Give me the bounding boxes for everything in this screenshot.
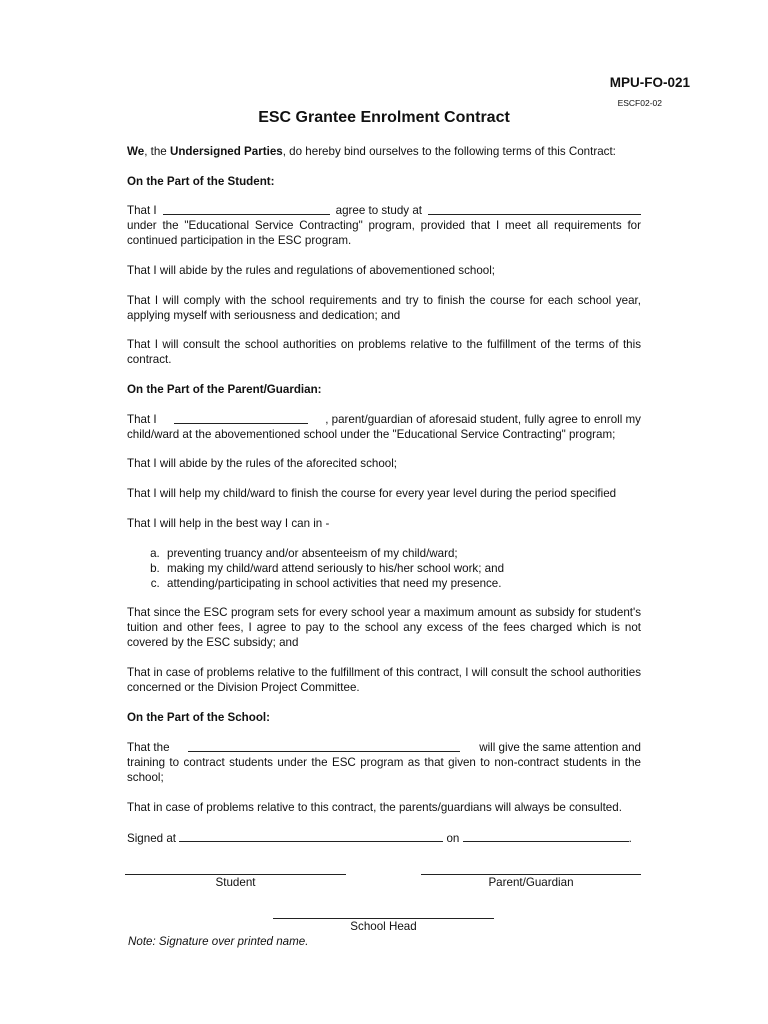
student-clause-3: That I will comply with the school requirements and try to finish the course for each school year, applying myself with seriousness and dedication; and: [127, 294, 641, 322]
parent-clause-5: That since the ESC program sets for every school year a maximum amount as subsidy for student's tuition and other fees, I agree to pay to the school any excess of the fees charged which is not covered by the ESC subsidy; and: [127, 606, 641, 649]
school-that-the: That the: [127, 741, 170, 754]
school-clause-1-line: [127, 740, 641, 755]
student-clause-4: That I will consult the school authorities on problems relative to the fulfillment of the terms of this contract.: [127, 338, 641, 366]
student-clause-2: That I will abide by the rules and regulations of abovementioned school;: [127, 264, 496, 277]
signed-date-blank[interactable]: [463, 830, 629, 842]
student-agree-text: agree to study at: [335, 204, 422, 217]
school-clause-1: [127, 740, 641, 785]
signed-period: .: [628, 832, 632, 845]
school-heading: On the Part of the School:: [127, 711, 270, 724]
school-name-blank[interactable]: [428, 203, 641, 215]
student-name-blank[interactable]: [163, 203, 330, 215]
intro-comma: , the: [144, 145, 170, 158]
parent-name-blank[interactable]: [174, 412, 308, 424]
school-clause-2: That in case of problems relative to this contract, the parents/guardians will always be consulted.: [127, 801, 622, 814]
parent-that-i: That I: [127, 413, 157, 426]
parent-heading: On the Part of the Parent/Guardian:: [127, 383, 322, 396]
parent-clause-1-b: child/ward at the abovementioned school under the "Educational Service Contracting" program;: [127, 428, 616, 441]
list-item: b. making my child/ward attend seriously to his/her school work; and: [163, 561, 677, 576]
intro-rest: , do hereby bind ourselves to the following terms of this Contract:: [282, 145, 616, 158]
list-item: a. preventing truancy and/or absenteeism of my child/ward;: [163, 546, 677, 561]
signed-at-line: [127, 830, 641, 846]
form-subcode: ESCF02-02: [617, 98, 662, 108]
parent-clause-3: That I will help my child/ward to finish the course for every year level during the period specified: [127, 487, 617, 500]
intro-paragraph: [127, 144, 641, 159]
signed-on-label: on: [446, 832, 460, 845]
student-that-i: That I: [127, 204, 157, 217]
parent-clause-2: That I will abide by the rules of the aforecited school;: [127, 457, 398, 470]
parent-clause-1: [127, 412, 641, 442]
intro-we: We: [127, 145, 145, 158]
student-clause-1-rest: under the "Educational Service Contracting" program, provided that I meet all requirements for continued participation in the ESC program.: [127, 219, 641, 247]
signature-note: Note: Signature over printed name.: [128, 935, 309, 948]
signed-at-label: Signed at: [127, 832, 176, 845]
school-clause-1-b: training to contract students under the ESC program as that given to non-contract students in the school;: [127, 756, 641, 784]
form-code: MPU-FO-021: [609, 75, 690, 90]
student-heading: On the Part of the Student:: [127, 175, 275, 188]
school-head-signature-label: School Head: [350, 920, 417, 933]
parent-clause-1-a: , parent/guardian of aforesaid student, fully agree to enroll my: [325, 413, 641, 426]
parent-help-list: [127, 546, 677, 591]
student-clause-1-line: [127, 203, 641, 218]
parent-clause-4: That I will help in the best way I can in -: [127, 517, 330, 530]
document-title: ESC Grantee Enrolment Contract: [258, 109, 510, 126]
school-name-blank-2[interactable]: [188, 740, 460, 752]
student-signature-label: Student: [215, 876, 256, 889]
list-item: c. attending/participating in school activities that need my presence.: [163, 576, 677, 591]
school-clause-1-a: will give the same attention and: [479, 741, 641, 754]
student-clause-1: [127, 203, 641, 248]
parent-clause-6: That in case of problems relative to the fulfillment of this contract, I will consult the school authorities concerned or the Division Project Committee.: [127, 666, 641, 694]
parent-clause-1-line: [127, 412, 641, 427]
signed-place-blank[interactable]: [179, 830, 443, 842]
intro-undersigned: Undersigned Parties: [169, 145, 283, 158]
parent-signature-label: Parent/Guardian: [488, 876, 574, 889]
